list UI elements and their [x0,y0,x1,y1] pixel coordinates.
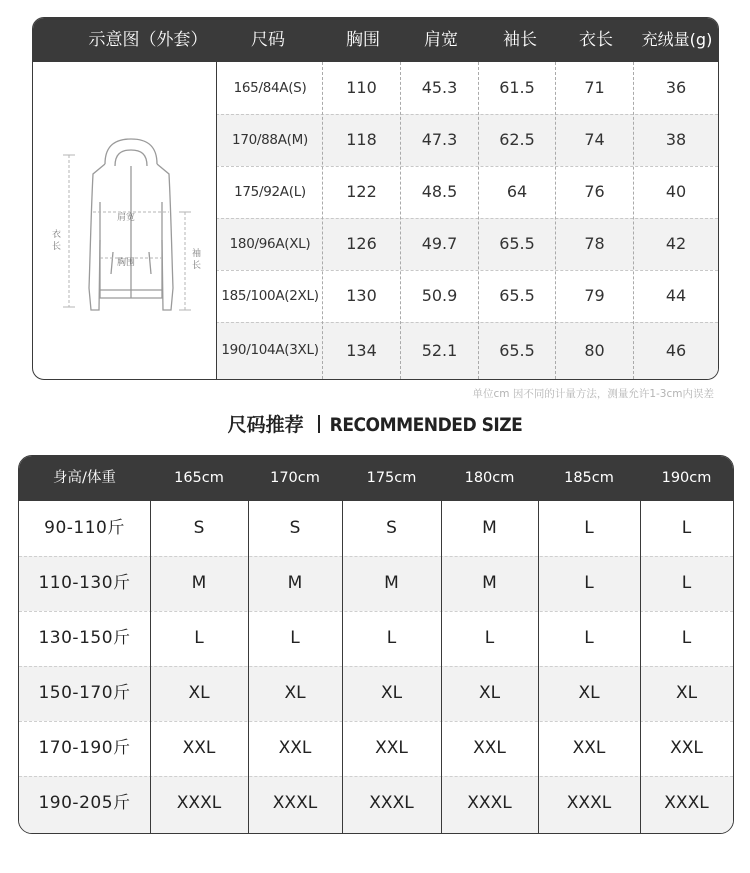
size-value-cell: 46 [665,341,687,360]
recommend-row [19,611,733,666]
recommend-row [19,721,733,776]
recommended-size-cell: S [289,518,301,538]
weight-range-cell: 130-150斤 [38,628,131,648]
header-down-fill: 充绒量(g) [641,30,713,49]
recommended-size-cell: M [482,573,497,593]
size-row [216,62,718,114]
recommended-size-cell: M [482,518,497,538]
label-shoulder: 肩宽 [117,213,136,223]
weight-range-cell: 170-190斤 [38,738,131,758]
recommended-size-cell: XL [478,683,501,703]
recommended-size-cell: L [386,628,397,648]
recommended-size-cell: L [584,573,594,593]
recommended-size-cell: XXXL [566,793,612,813]
recommended-size-cell: XL [578,683,600,703]
recommended-size-cell: L [194,628,204,648]
title-divider [318,415,320,433]
recommended-size-cell: XXL [473,738,506,758]
recommend-title [0,410,750,437]
size-row [216,322,718,379]
recommended-size-cell: L [681,518,692,538]
recommended-size-cell: M [191,573,207,593]
header-length: 衣长 [579,30,613,50]
header-height-180cm: 180cm [464,470,515,486]
header-height-190cm: 190cm [661,470,712,486]
header-chest: 胸围 [346,30,380,50]
size-row [216,270,718,322]
recommended-size-cell: XXL [670,738,703,758]
header-shoulder: 肩宽 [424,30,458,50]
recommended-size-cell: XXL [572,738,606,758]
size-value-cell: 110 [346,78,377,97]
size-row [216,166,718,218]
size-value-cell: 64 [506,182,528,201]
recommended-size-cell: S [193,518,205,538]
jacket-diagram [33,62,216,379]
size-label-cell: 175/92A(L) [234,184,306,200]
recommended-size-cell: XL [675,683,698,703]
recommended-size-cell: L [290,628,300,648]
recommended-size-cell: M [384,573,399,593]
header-size: 尺码 [251,30,285,50]
size-row [216,218,718,270]
size-chart-table [32,17,719,380]
size-label-cell: 170/88A(M) [232,132,308,148]
recommended-size-cell: L [584,518,594,538]
header-diagram: 示意图（外套） [88,30,208,50]
recommend-row [19,556,733,611]
size-value-cell: 47.3 [421,130,458,149]
weight-range-cell: 190-205斤 [38,793,131,813]
recommended-size-cell: L [584,628,594,648]
label-chest: 胸围 [117,258,136,268]
size-value-cell: 49.7 [421,234,458,253]
size-chart-header [33,18,718,62]
size-value-cell: 40 [665,182,687,201]
size-value-cell: 50.9 [421,286,458,305]
size-value-cell: 134 [346,341,377,360]
weight-range-cell: 150-170斤 [38,683,131,703]
recommended-size-cell: XXXL [176,793,222,813]
recommend-title-cn: 尺码推荐 [227,414,304,436]
recommended-size-cell: XXXL [272,793,318,813]
size-label-cell: 180/96A(XL) [229,236,311,252]
recommended-size-cell: XL [188,683,210,703]
label-length: 衣长 [52,230,62,252]
recommended-size-cell: XXXL [369,793,414,813]
recommended-size-cell: XL [380,683,403,703]
size-value-cell: 126 [346,234,377,253]
recommend-row [19,776,733,833]
recommended-size-cell: XXL [375,738,408,758]
recommend-body [19,501,733,833]
recommend-row [19,501,733,556]
label-sleeve: 袖长 [192,249,202,271]
measurement-note: 单位cm 因不同的计量方法，测量允许1-3cm内误差 [472,388,714,400]
size-label-cell: 190/104A(3XL) [221,342,319,358]
size-label-cell: 165/84A(S) [233,80,307,96]
size-value-cell: 122 [346,182,377,201]
size-value-cell: 80 [584,341,605,360]
size-value-cell: 38 [665,130,687,149]
header-height-weight: 身高/体重 [53,470,116,486]
size-value-cell: 74 [584,130,605,149]
size-value-cell: 45.3 [421,78,458,97]
size-value-cell: 71 [584,78,605,97]
recommended-size-cell: XXXL [467,793,512,813]
size-value-cell: 44 [665,286,687,305]
size-value-cell: 36 [665,78,687,97]
size-value-cell: 79 [584,286,605,305]
size-value-cell: 65.5 [499,234,535,253]
header-sleeve: 袖长 [503,30,537,50]
recommend-table [18,455,734,834]
header-height-165cm: 165cm [174,470,224,486]
recommended-size-cell: XXL [278,738,312,758]
size-value-cell: 42 [665,234,687,253]
size-chart-body [216,62,718,379]
size-value-cell: 118 [346,130,377,149]
size-value-cell: 61.5 [499,78,535,97]
size-value-cell: 62.5 [499,130,535,149]
recommended-size-cell: M [287,573,303,593]
recommended-size-cell: L [681,573,692,593]
recommended-size-cell: L [681,628,692,648]
weight-range-cell: 90-110斤 [44,518,125,538]
size-value-cell: 130 [346,286,377,305]
size-value-cell: 48.5 [421,182,458,201]
size-value-cell: 65.5 [499,286,535,305]
header-height-175cm: 175cm [366,470,417,486]
size-value-cell: 65.5 [499,341,535,360]
recommended-size-cell: L [484,628,495,648]
recommended-size-cell: S [386,518,397,538]
size-row [216,114,718,166]
header-height-185cm: 185cm [564,470,614,486]
recommend-row [19,666,733,721]
recommended-size-cell: XL [284,683,306,703]
recommended-size-cell: XXXL [664,793,709,813]
header-height-170cm: 170cm [270,470,320,486]
size-value-cell: 76 [584,182,605,201]
weight-range-cell: 110-130斤 [38,573,131,593]
recommended-size-cell: XXL [182,738,216,758]
size-value-cell: 78 [584,234,605,253]
recommend-header [19,456,733,501]
size-label-cell: 185/100A(2XL) [221,288,319,304]
size-value-cell: 52.1 [421,341,458,360]
recommend-title-en: RECOMMENDED SIZE [329,414,523,436]
